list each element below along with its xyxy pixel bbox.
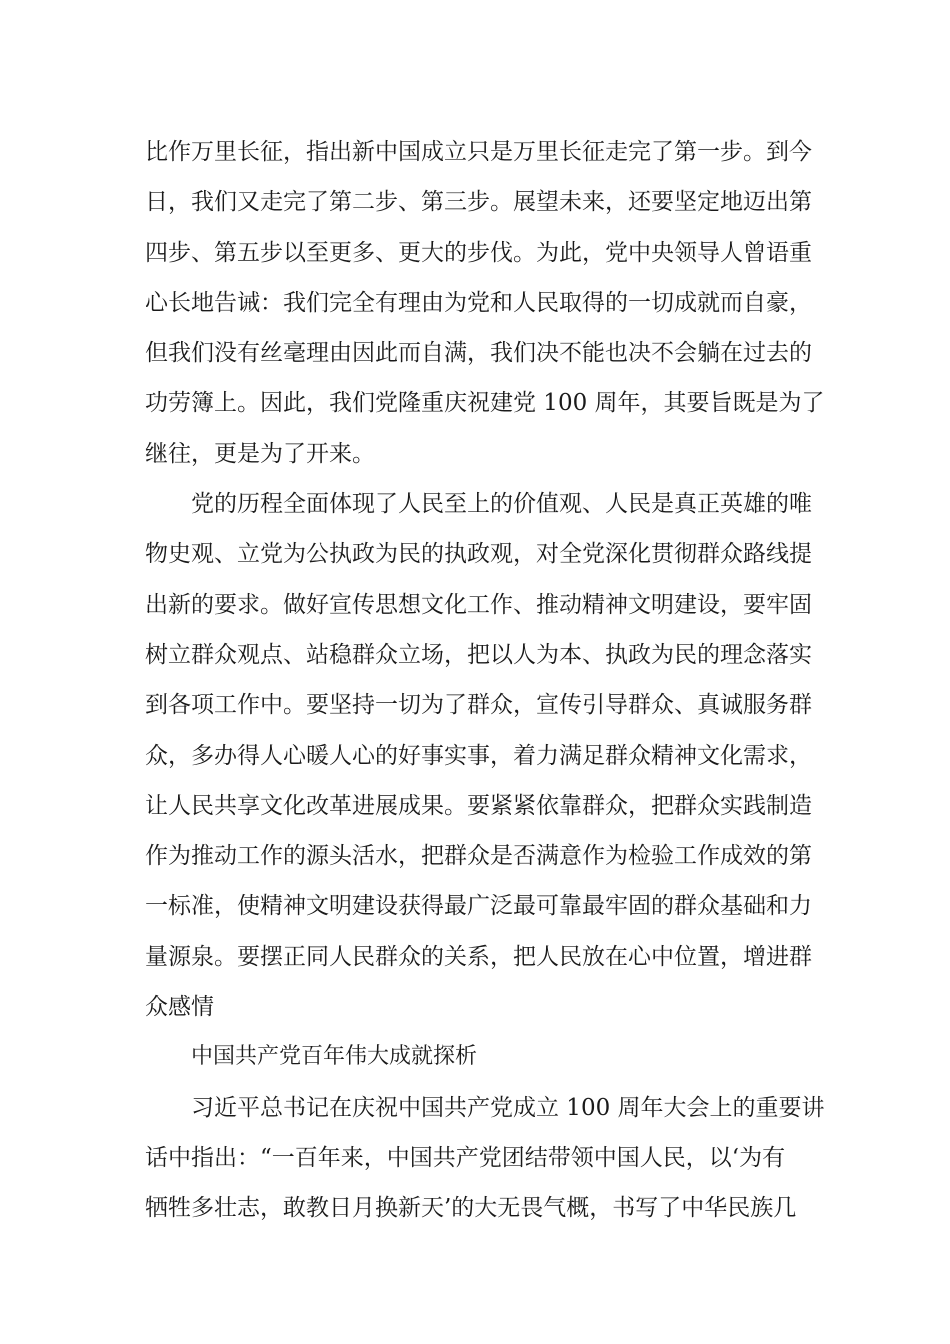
paragraph-line: 树立群众观点、站稳群众立场，把以人为本、执政为民的理念落实 <box>145 641 812 668</box>
paragraph-line: 出新的要求。做好宣传思想文化工作、推动精神文明建设，要牢固 <box>145 591 812 618</box>
paragraph-line: 众，多办得人心暖人心的好事实事，着力满足群众精神文化需求， <box>145 742 812 769</box>
paragraph-line: 量源泉。要摆正同人民群众的关系，把人民放在心中位置，增进群 <box>145 943 812 970</box>
paragraph-line: 到各项工作中。要坚持一切为了群众，宣传引导群众、真诚服务群 <box>145 692 812 719</box>
paragraph-line: 比作万里长征，指出新中国成立只是万里长征走完了第一步。到今 <box>145 139 812 165</box>
paragraph-line: 党的历程全面体现了人民至上的价值观、人民是真正英雄的唯 <box>191 491 812 518</box>
paragraph-line: 习近平总书记在庆祝中国共产党成立 100 周年大会上的重要讲 <box>191 1094 825 1121</box>
paragraph-line: 但我们没有丝毫理由因此而自满，我们决不能也决不会躺在过去的 <box>145 340 812 367</box>
paragraph-line: 心长地告诫：我们完全有理由为党和人民取得的一切成就而自豪， <box>145 289 812 316</box>
paragraph-3 <box>145 1083 825 1234</box>
paragraph-line: 继往，更是为了开来。 <box>145 440 375 467</box>
paragraph-line: 四步、第五步以至更多、更大的步伐。为此，党中央领导人曾语重 <box>145 239 812 266</box>
section-heading: 中国共产党百年伟大成就探析 <box>191 1044 478 1070</box>
paragraph-1 <box>145 127 825 479</box>
paragraph-line: 日，我们又走完了第二步、第三步。展望未来，还要坚定地迈出第 <box>145 189 812 216</box>
document-body <box>145 127 825 1234</box>
paragraph-2 <box>145 479 812 1032</box>
paragraph-line: 物史观、立党为公执政为民的执政观，对全党深化贯彻群众路线提 <box>145 541 812 568</box>
paragraph-line: 牺牲多壮志，敢教日月换新天’的大无畏气概，书写了中华民族几 <box>145 1195 797 1222</box>
paragraph-line: 功劳簿上。因此，我们党隆重庆祝建党 100 周年，其要旨既是为了 <box>145 390 825 417</box>
paragraph-line: 话中指出：“一百年来，中国共产党团结带领中国人民，以‘为有 <box>145 1144 786 1171</box>
paragraph-line: 让人民共享文化改革进展成果。要紧紧依靠群众，把群众实践制造 <box>145 792 812 819</box>
paragraph-line: 一标准，使精神文明建设获得最广泛最可靠最牢固的群众基础和力 <box>145 893 812 920</box>
paragraph-line: 众感情 <box>145 994 214 1021</box>
paragraph-line: 作为推动工作的源头活水，把群众是否满意作为检验工作成效的第 <box>145 843 812 870</box>
